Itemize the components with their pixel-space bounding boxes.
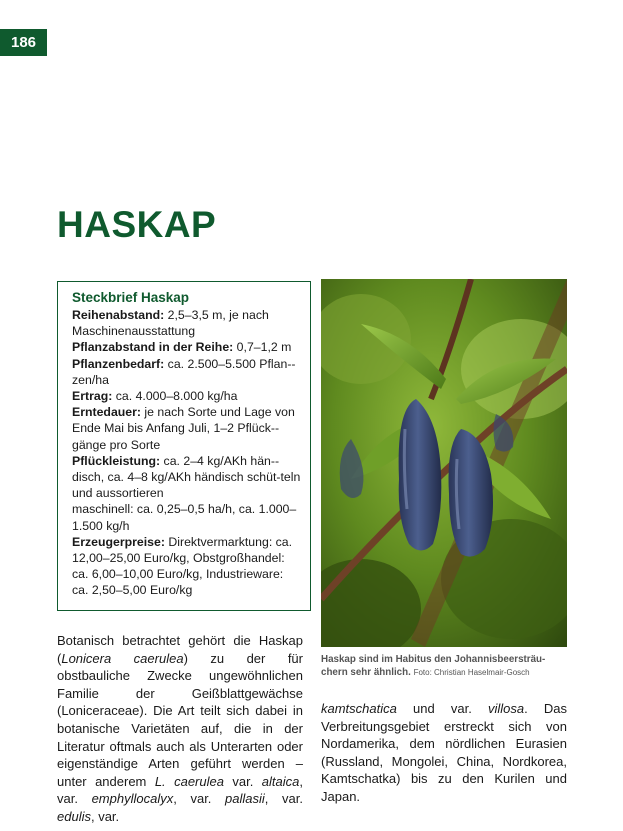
photo-caption xyxy=(321,654,571,679)
photo-credit: Foto: Christian Haselmair-Gosch xyxy=(413,667,530,677)
fact-box-row xyxy=(72,307,302,339)
fact-box-row xyxy=(72,534,302,599)
fact-box xyxy=(57,281,311,611)
haskap-photo xyxy=(321,279,567,647)
fact-box-rows xyxy=(72,307,302,599)
fact-label: Ertrag: xyxy=(72,389,113,404)
fact-box-row xyxy=(72,404,302,453)
haskap-berries-image xyxy=(321,279,567,647)
fact-box-row xyxy=(72,501,302,533)
body-text-left: Botanisch betrachtet gehört die Haskap (Lonicera caerulea) zu der für obstbauliche Zwecke ungewöhnlichen Familie der Geißblattgewächse (Loniceraceae). Die Art teilt sich dabei in botanische Varietäten auf, die in der Literatur oftmals auch als Unterarten oder eigenständige Arten geführt werden – unter anderem L. caerulea var. altaica, var. emphyllocalyx, var. pallasii, var. edulis, var. xyxy=(57,633,303,824)
fact-value: ca. 2–4 kg/AKh hän-disch, ca. 4–8 kg/AKh händisch schüt-teln und aussortieren xyxy=(72,453,301,501)
fact-box-row xyxy=(72,339,302,355)
fact-label: Pflanzenbedarf: xyxy=(72,356,165,371)
fact-label: Reihenabstand: xyxy=(72,308,165,322)
caption-text: Haskap sind im Habitus den Johannisbeersträu-chern sehr ähnlich. xyxy=(321,654,546,678)
fact-value: 2,5–3,5 m, je nach Maschinenausstattung xyxy=(72,308,269,339)
body-text-right: kamtschatica und var. villosa. Das Verbreitungsgebiet erstreckt sich von Nordamerika, dem nördlichen Eurasien (Russland, Mongolei, China, Nordkorea, Kamtschatka) bis zu den Kurilen und Japan. xyxy=(321,701,567,804)
fact-box-row xyxy=(72,388,302,404)
fact-label: Erzeugerpreise: xyxy=(72,534,165,549)
fact-label: Pflanzabstand in der Reihe: xyxy=(72,340,234,355)
fact-box-heading: Steckbrief Haskap xyxy=(72,290,190,305)
fact-label: Pflückleistung: xyxy=(72,453,161,468)
fact-value: 0,7–1,2 m xyxy=(233,340,292,355)
page-title: HASKAP xyxy=(57,204,217,245)
fact-label: Erntedauer: xyxy=(72,405,142,420)
fact-value: maschinell: ca. 0,25–0,5 ha/h, ca. 1.000–1.500 kg/h xyxy=(72,502,297,533)
fact-box-row xyxy=(72,356,302,388)
fact-value: Direktvermarktung: ca. 12,00–25,00 Euro/kg, Obstgroßhandel: ca. 6,00–10,00 Euro/kg, Industrieware: ca. 2,50–5,00 Euro/kg xyxy=(72,534,293,598)
fact-value: ca. 4.000–8.000 kg/ha xyxy=(112,389,238,404)
fact-box-row xyxy=(72,453,302,502)
fact-value: ca. 2.500–5.500 Pflan-zen/ha xyxy=(72,356,296,387)
page-number: 186 xyxy=(0,29,47,56)
fact-value: je nach Sorte und Lage von Ende Mai bis Anfang Juli, 1–2 Pflück-gänge pro Sorte xyxy=(72,405,295,452)
